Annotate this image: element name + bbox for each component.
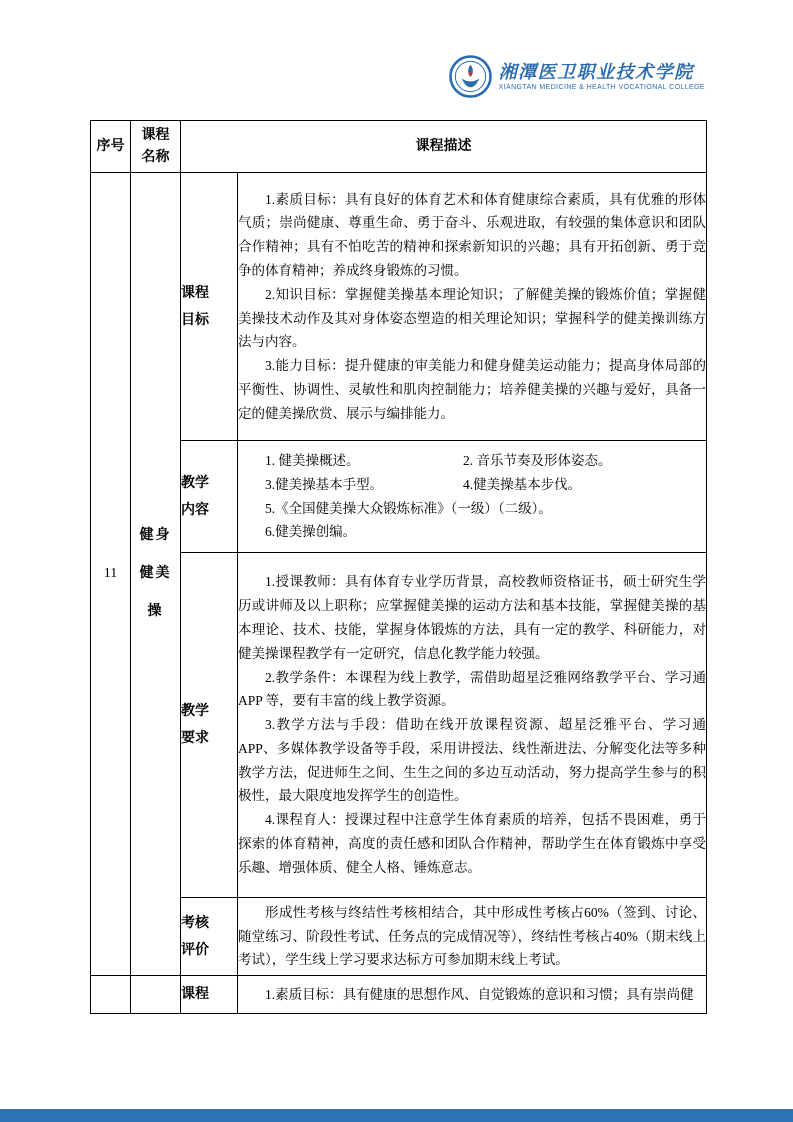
requirements-paragraph-4: 4.课程育人：授课过程中注意学生体育素质的培养，包括不畏困难，勇于探索的体育精神，高度的责任感和团队合作精神，帮助学生在体育锻炼中享受乐趣、增强体质、健全人格、锤炼意志。 [238,812,706,875]
section-label-objectives-line1: 课程 [181,285,209,301]
requirements-paragraph-3: 3.教学方法与手段：借助在线开放课程资源、超星泛雅平台、学习通 APP、多媒体教学设备等手段，采用讲授法、线性渐进法、分解变化法等多种教学方法，促进师生之间、生生之间的多边互动活动，努力提高学生参与的积极性，最大限度地发挥学生的创造性。 [238,717,706,804]
course-description-table [90,120,707,1014]
section-label-objectives-line2: 目标 [181,312,209,328]
section-label-teaching-requirements-line2: 要求 [181,731,209,746]
teaching-content-item-6: 6.健美操创编。 [265,524,357,540]
course-no-cell: 11 [91,173,131,976]
next-course-no-cell [91,976,131,1014]
next-section-label-line1: 课程 [181,987,209,1002]
header-course-desc: 课程描述 [181,121,707,173]
college-emblem-icon [449,55,492,98]
evaluation-paragraph-1: 形成性考核与终结性考核相结合，其中形成性考核占60%（签到、讨论、随堂练习、阶段性考试、任务点的完成情况等），终结性考核占40%（期末线上考试），学生线上学习要求达标方可参加期末线上考试。 [238,904,706,968]
course-row-objectives [91,173,707,441]
next-course-name-cell [131,976,181,1014]
header-course-name [131,121,181,173]
course-row-evaluation [91,898,707,976]
teaching-content [238,441,707,553]
teaching-content-item-4: 4.健美操基本步伐。 [463,476,582,492]
section-label-teaching-content [181,441,238,553]
teaching-content-line-2 [238,473,706,497]
section-label-evaluation-line1: 考核 [181,915,209,931]
college-name-zh: 湘潭医卫职业技术学院 [498,62,694,82]
next-section-label [181,976,238,1014]
course-row-teaching-content [91,441,707,553]
header-no: 序号 [91,121,131,173]
teaching-content-item-1: 1. 健美操概述。 [265,452,360,468]
section-label-evaluation-line2: 评价 [181,942,209,958]
college-name-block [499,62,705,91]
evaluation-content [238,898,707,976]
teaching-content-item-3: 3.健美操基本手型。 [265,476,384,492]
course-name-line1: 健身 [139,528,172,543]
section-label-teaching-requirements-line1: 教学 [181,704,209,719]
teaching-content-line-4 [238,520,706,544]
next-course-paragraph-1: 1.素质目标：具有健康的思想作风、自觉锻炼的意识和习惯；具有崇尚健 [265,986,694,1002]
teaching-content-line-3 [238,497,706,521]
section-label-teaching-content-line2: 内容 [181,502,209,518]
next-course-row [91,976,707,1014]
next-course-content [238,976,707,1014]
section-label-objectives [181,173,238,441]
footer-accent-bar [0,1109,793,1122]
objectives-content [238,173,707,441]
teaching-requirements-content [238,553,707,898]
college-name-en: XIANGTAN MEDICINE & HEALTH VOCATIONAL COLLEGE [498,84,705,91]
course-name-line2: 健美 [139,566,172,581]
section-label-teaching-requirements [181,553,238,898]
course-row-teaching-requirements [91,553,707,898]
teaching-content-item-2: 2. 音乐节奏及形体姿态。 [463,452,612,468]
objectives-paragraph-1: 1.素质目标：具有良好的体育艺术和体育健康综合素质，具有优雅的形体气质；崇尚健康、尊重生命、勇于奋斗、乐观进取，有较强的集体意识和团队合作精神；具有不怕吃苦的精神和探索新知识的兴趣；具有开拓创新、勇于竞争的体育精神；养成终身锻炼的习惯。 [238,191,706,278]
header-course-name-line1: 课程 [141,127,170,143]
table-header-row [91,121,707,173]
course-name-line3: 操 [147,604,164,619]
objectives-paragraph-3: 3.能力目标：提升健康的审美能力和健身健美运动能力；提高身体局部的平衡性、协调性、灵敏性和肌肉控制能力；培养健美操的兴趣与爱好，具备一定的健美操欣赏、展示与编排能力。 [238,358,706,421]
section-label-evaluation [181,898,238,976]
course-name-cell [131,173,181,976]
teaching-content-item-5: 5.《全国健美操大众锻炼标准》（一级）（二级）。 [265,500,552,516]
teaching-content-line-1 [238,449,706,473]
requirements-paragraph-2: 2.教学条件：本课程为线上教学，需借助超星泛雅网络教学平台、学习通 APP 等，要有丰富的线上教学资源。 [238,669,706,709]
objectives-paragraph-2: 2.知识目标：掌握健美操基本理论知识；了解健美操的锻炼价值；掌握健美操技术动作及其对身体姿态塑造的相关理论知识；掌握科学的健美操训练方法与内容。 [238,286,706,350]
requirements-paragraph-1: 1.授课教师：具有体育专业学历背景，高校教师资格证书，硕士研究生学历或讲师及以上职称；应掌握健美操的运动方法和基本技能，掌握健美操的基本理论、技术、技能，掌握身体锻炼的方法，具有一定的教学、科研能力，对健美操课程教学有一定研究，信息化教学能力较强。 [238,574,706,661]
college-logo [449,55,705,98]
header-course-name-line2: 名称 [141,149,170,165]
section-label-teaching-content-line1: 教学 [181,475,209,491]
